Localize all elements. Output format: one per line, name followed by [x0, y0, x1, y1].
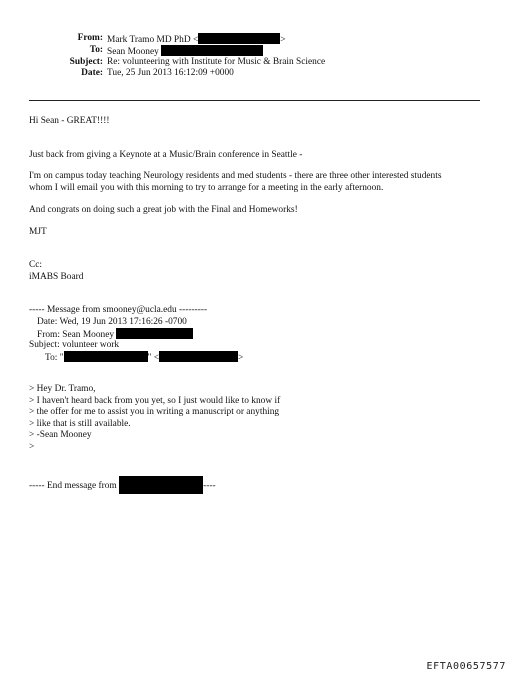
- subject-value: Re: volunteering with Institute for Music & Brain Science: [107, 56, 326, 67]
- paragraph-1: Just back from giving a Keynote at a Music/Brain conference in Seattle -: [29, 150, 303, 160]
- to-label: To:: [89, 44, 103, 55]
- from-close: >: [280, 35, 286, 45]
- end-message: [29, 476, 216, 494]
- end-message-suffix: ----: [203, 481, 216, 491]
- redaction-block: [119, 476, 203, 494]
- cc-value: iMABS Board: [29, 271, 84, 282]
- paragraph-3: And congrats on doing such a great job with the Final and Homeworks!: [29, 205, 298, 215]
- forwarded-start: ----- Message from smooney@ucla.edu ---------: [29, 305, 208, 315]
- redaction-block: [198, 33, 280, 44]
- forwarded-subject: Subject: volunteer work: [29, 339, 120, 350]
- forwarded-to-label: To: ": [45, 353, 64, 363]
- forwarded-to-mid: " <: [147, 353, 160, 363]
- redaction-block: [64, 351, 148, 362]
- to-name: Sean Mooney: [107, 46, 159, 57]
- quoted-line: > like that is still available.: [29, 418, 131, 429]
- quoted-line: > I haven't heard back from you yet, so I just would like to know if: [29, 395, 281, 406]
- greeting: Hi Sean - GREAT!!!!: [29, 116, 110, 126]
- redaction-block: [159, 351, 238, 362]
- quoted-line: > Hey Dr. Tramo,: [29, 384, 96, 394]
- paragraph-2-line-2: whom I will email you with this morning to try to arrange for a meeting in the early afternoon.: [29, 182, 384, 193]
- quoted-line: > the offer for me to assist you in writing a manuscript or anything: [29, 407, 280, 417]
- from-name: Mark Tramo MD PhD <: [107, 35, 199, 45]
- forwarded-to: [45, 351, 243, 364]
- end-message-prefix: ----- End message from: [29, 481, 117, 491]
- paragraph-2-line-1: I'm on campus today teaching Neurology residents and med students - there are three other interested students: [29, 171, 442, 181]
- redaction-block: [161, 45, 263, 56]
- quoted-line: > -Sean Mooney: [29, 430, 92, 440]
- signoff: MJT: [29, 227, 47, 237]
- date-value: Tue, 25 Jun 2013 16:12:09 +0000: [107, 68, 234, 79]
- redaction-block: [116, 328, 193, 339]
- quoted-line: >: [29, 441, 35, 452]
- cc-label: Cc:: [29, 260, 43, 270]
- subject-label: Subject:: [69, 56, 103, 67]
- forwarded-date: Date: Wed, 19 Jun 2013 17:16:26 -0700: [37, 316, 187, 327]
- header-divider: [29, 100, 480, 101]
- from-label: From:: [77, 33, 103, 43]
- forwarded-to-close: >: [238, 353, 244, 363]
- forwarded-from-text: From: Sean Mooney: [37, 330, 115, 340]
- date-label: Date:: [81, 68, 103, 79]
- bates-number: EFTA00657577: [426, 661, 506, 672]
